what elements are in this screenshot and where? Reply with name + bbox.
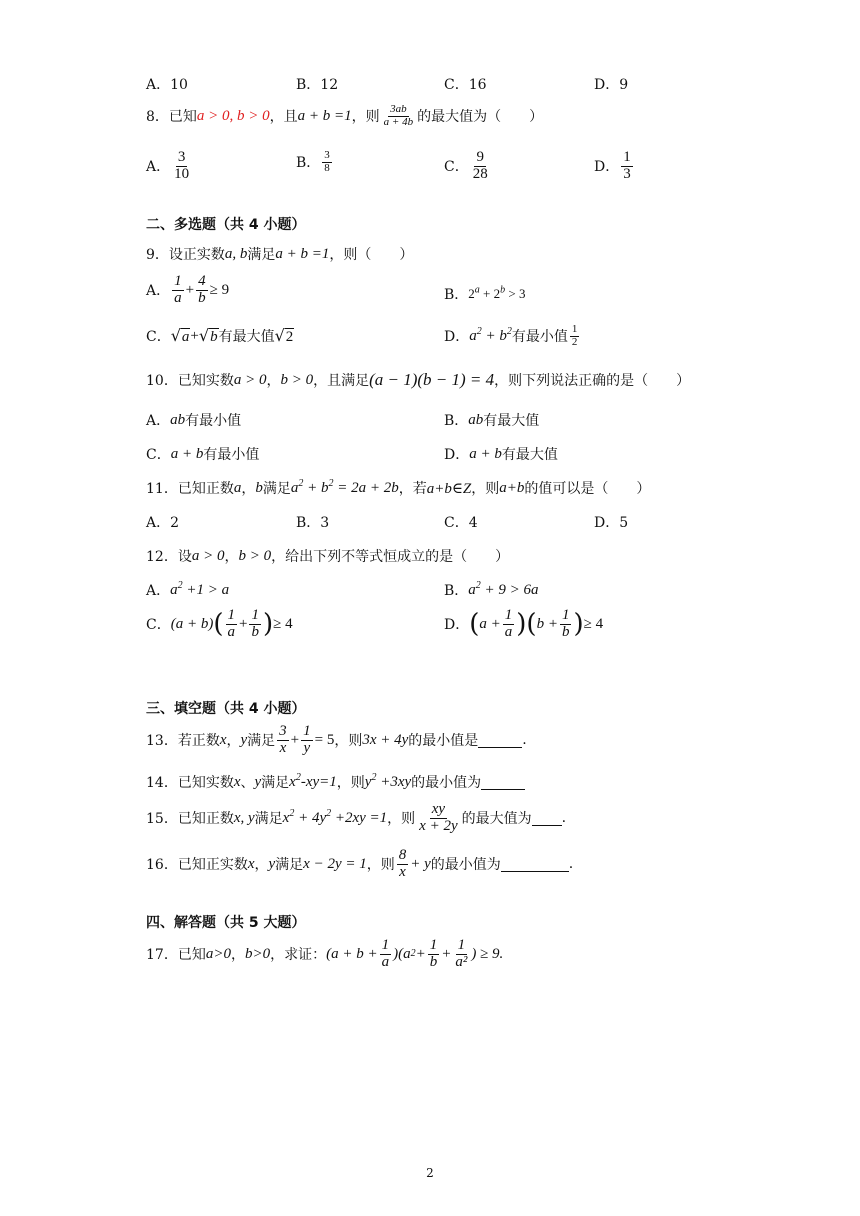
- question-number: 15．: [146, 811, 178, 828]
- q12-option-c: C． (a + b) ( $\frac{1}{a}$ + $\frac{1}{b}$ ) ≥ 4: [146, 607, 293, 640]
- equation: $x^2-xy=1$: [289, 771, 337, 790]
- q9-option-b: B． $2^a + 2^b > 3$: [444, 284, 526, 303]
- question-number: 10．: [146, 373, 178, 389]
- question-text: 的最大值为: [461, 811, 532, 828]
- question-number: 9．: [146, 247, 169, 263]
- question-text: 满足: [254, 811, 283, 828]
- equation: a + b =1: [297, 107, 352, 124]
- question-13: [146, 724, 527, 757]
- variable: x: [233, 773, 241, 790]
- q10-option-c: C． a + b 有最小值: [146, 445, 260, 463]
- question-text: 已知: [168, 109, 197, 126]
- fraction: $\frac{3}{x}$: [279, 723, 287, 756]
- question-text: 已知正数: [177, 481, 234, 497]
- question-number: 13．: [146, 733, 178, 750]
- condition: a>0: [205, 945, 231, 962]
- q11-option-c: C．4: [444, 515, 478, 531]
- question-text: 已知实数: [177, 373, 234, 389]
- question-text: ，则: [351, 109, 380, 126]
- question-text: ，且: [269, 109, 298, 126]
- question-11: [146, 478, 650, 498]
- q11-option-d: D．5: [594, 515, 629, 531]
- q7-option-b: B．12: [296, 77, 339, 93]
- variable: y: [268, 855, 276, 872]
- question-text: .: [568, 856, 574, 873]
- question-text: ，: [254, 857, 269, 874]
- question-text: ，则: [387, 811, 416, 828]
- question-text: 的最小值为: [430, 857, 501, 874]
- fraction: $\frac{1}{y}$: [303, 723, 311, 756]
- variable: x: [219, 731, 227, 748]
- question-text: ，: [266, 373, 281, 389]
- question-text: 满足: [261, 775, 290, 791]
- condition: a+b∈Z: [426, 480, 472, 497]
- variable: y: [254, 773, 262, 790]
- question-text: 的最小值为: [411, 775, 482, 791]
- q8-option-a: A． $\frac{3}{10}$: [146, 149, 190, 182]
- question-number: 12．: [146, 549, 178, 565]
- question-text: ，给出下列不等式恒成立的是（ ）: [271, 549, 510, 565]
- section-heading-solution: 四、解答题（共 5 大题）: [146, 915, 306, 931]
- q10-option-b: B． ab 有最大值: [444, 411, 540, 429]
- question-text: 满足: [247, 247, 276, 263]
- question-text: .: [561, 810, 567, 827]
- q12-option-a: A． $a^2 +1 > a$: [146, 579, 230, 599]
- question-text: ，则: [471, 481, 500, 497]
- q8-option-b: B． $\frac{3}{8}$: [296, 149, 330, 174]
- section-heading-multiple-choice: 二、多选题（共 4 小题）: [146, 217, 306, 233]
- question-9: [146, 244, 413, 264]
- expression: a+b: [499, 479, 525, 496]
- q12-option-d: D． ( a + $\frac{1}{a}$ )( b + $\frac{1}{b}$ ) ≥ 4: [444, 607, 604, 640]
- operator: +: [290, 731, 300, 748]
- answer-blank: [501, 857, 569, 872]
- condition: b > 0: [280, 371, 314, 388]
- question-text: 设正实数: [168, 247, 225, 263]
- q7-option-d: D．9: [594, 77, 629, 93]
- variable: a: [233, 479, 242, 496]
- equation: $a^2 + b^2 = 2a + 2b$: [290, 477, 399, 496]
- question-text: 、: [240, 775, 255, 791]
- question-15: [146, 802, 566, 835]
- question-text: 的值可以是（ ）: [524, 481, 651, 497]
- equation: x − 2y = 1: [303, 855, 367, 872]
- question-text: ，: [226, 733, 241, 750]
- equation: a + b =1: [275, 245, 330, 262]
- q11-option-b: B．3: [296, 515, 330, 531]
- question-text: 已知: [177, 947, 206, 964]
- question-14: [146, 772, 525, 792]
- fraction: $\frac{xy}{x + 2y}$: [419, 801, 458, 834]
- question-text: ，若: [398, 481, 427, 497]
- condition: a > 0, b > 0: [196, 107, 270, 124]
- q10-option-d: D． a + b 有最大值: [444, 445, 558, 463]
- question-10: [146, 370, 690, 390]
- question-text: 满足: [262, 481, 291, 497]
- question-text: ，且满足: [313, 373, 370, 389]
- q12-option-b: B． $a^2 + 9 > 6a$: [444, 579, 539, 599]
- question-text: 满足: [275, 857, 304, 874]
- expression: 3x + 4y: [362, 731, 409, 748]
- question-text: 的最大值为（ ）: [417, 109, 544, 126]
- question-number: 8．: [146, 109, 169, 126]
- question-text: 已知实数: [177, 775, 234, 791]
- question-text: 已知正数: [177, 811, 234, 828]
- expression: $y^2 +3xy$: [364, 771, 412, 790]
- variables: x, y: [233, 809, 255, 826]
- condition: a > 0: [191, 547, 225, 564]
- condition: b>0: [244, 945, 271, 962]
- q9-option-d: D． $a^2 + b^2$ 有最小值 $\frac{1}{2}$: [444, 323, 578, 348]
- question-text: ，则: [334, 733, 363, 750]
- question-text: .: [522, 732, 527, 749]
- equation: (a − 1)(b − 1) = 4: [369, 370, 495, 389]
- inequality: (a + b + $\frac{1}{a}$ )(a 2 + $\frac{1}{b}$ + $\frac{1}{\text{a²}}$ ) ≥ 9.: [326, 937, 504, 970]
- question-text: 满足: [247, 733, 276, 750]
- question-number: 11．: [146, 481, 178, 497]
- answer-blank: [481, 775, 525, 790]
- question-number: 17．: [146, 947, 178, 964]
- question-8: [146, 104, 543, 128]
- question-number: 16．: [146, 857, 178, 874]
- answer-blank: [478, 733, 522, 748]
- q9-option-a: A． $\frac{1}{a}$ + $\frac{4}{b}$ ≥ 9: [146, 273, 230, 306]
- section-heading-fill-in: 三、填空题（共 4 小题）: [146, 701, 306, 717]
- question-text: ，求证：: [270, 947, 327, 964]
- variable: y: [240, 731, 248, 748]
- question-text: ，则下列说法正确的是（ ）: [494, 373, 691, 389]
- question-text: 若正数: [177, 733, 220, 750]
- equation: = 5: [314, 731, 335, 748]
- page-number: 2: [426, 1166, 434, 1180]
- equation: $x^2 + 4y^2 +2xy =1$: [282, 807, 388, 826]
- question-16: [146, 848, 573, 881]
- q9-option-c: C． √ a + √ b 有最大值 √ 2: [146, 326, 294, 345]
- condition: a > 0: [233, 371, 267, 388]
- q8-option-c: C． $\frac{9}{28}$: [444, 149, 488, 182]
- expression: + y: [410, 855, 431, 872]
- q7-option-a: A．10: [146, 77, 188, 93]
- question-text: 设: [177, 549, 192, 565]
- q7-option-c: C．16: [444, 77, 487, 93]
- question-text: 已知正实数: [177, 857, 248, 874]
- question-text: ，则: [336, 775, 365, 791]
- question-number: 14．: [146, 775, 178, 791]
- question-text: ，则（ ）: [329, 247, 414, 263]
- variables: a, b: [224, 245, 248, 262]
- variable: b: [255, 479, 263, 496]
- question-text: ，: [224, 549, 239, 565]
- question-12: [146, 546, 509, 566]
- variable: x: [247, 855, 255, 872]
- condition: b > 0: [238, 547, 272, 564]
- question-text: 的最小值是: [408, 733, 479, 750]
- fraction: $\frac{8}{x}$: [398, 847, 407, 880]
- answer-blank: [532, 811, 562, 826]
- q10-option-a: A． ab 有最小值: [146, 411, 242, 429]
- question-text: ，则: [366, 857, 395, 874]
- q11-option-a: A．2: [146, 515, 180, 531]
- question-17: [146, 938, 503, 971]
- question-text: ，: [230, 947, 245, 964]
- question-text: ，: [241, 481, 256, 497]
- fraction: $\frac{3ab}{a + 4b}$: [383, 103, 414, 128]
- q8-option-d: D． $\frac{1}{3}$: [594, 149, 631, 182]
